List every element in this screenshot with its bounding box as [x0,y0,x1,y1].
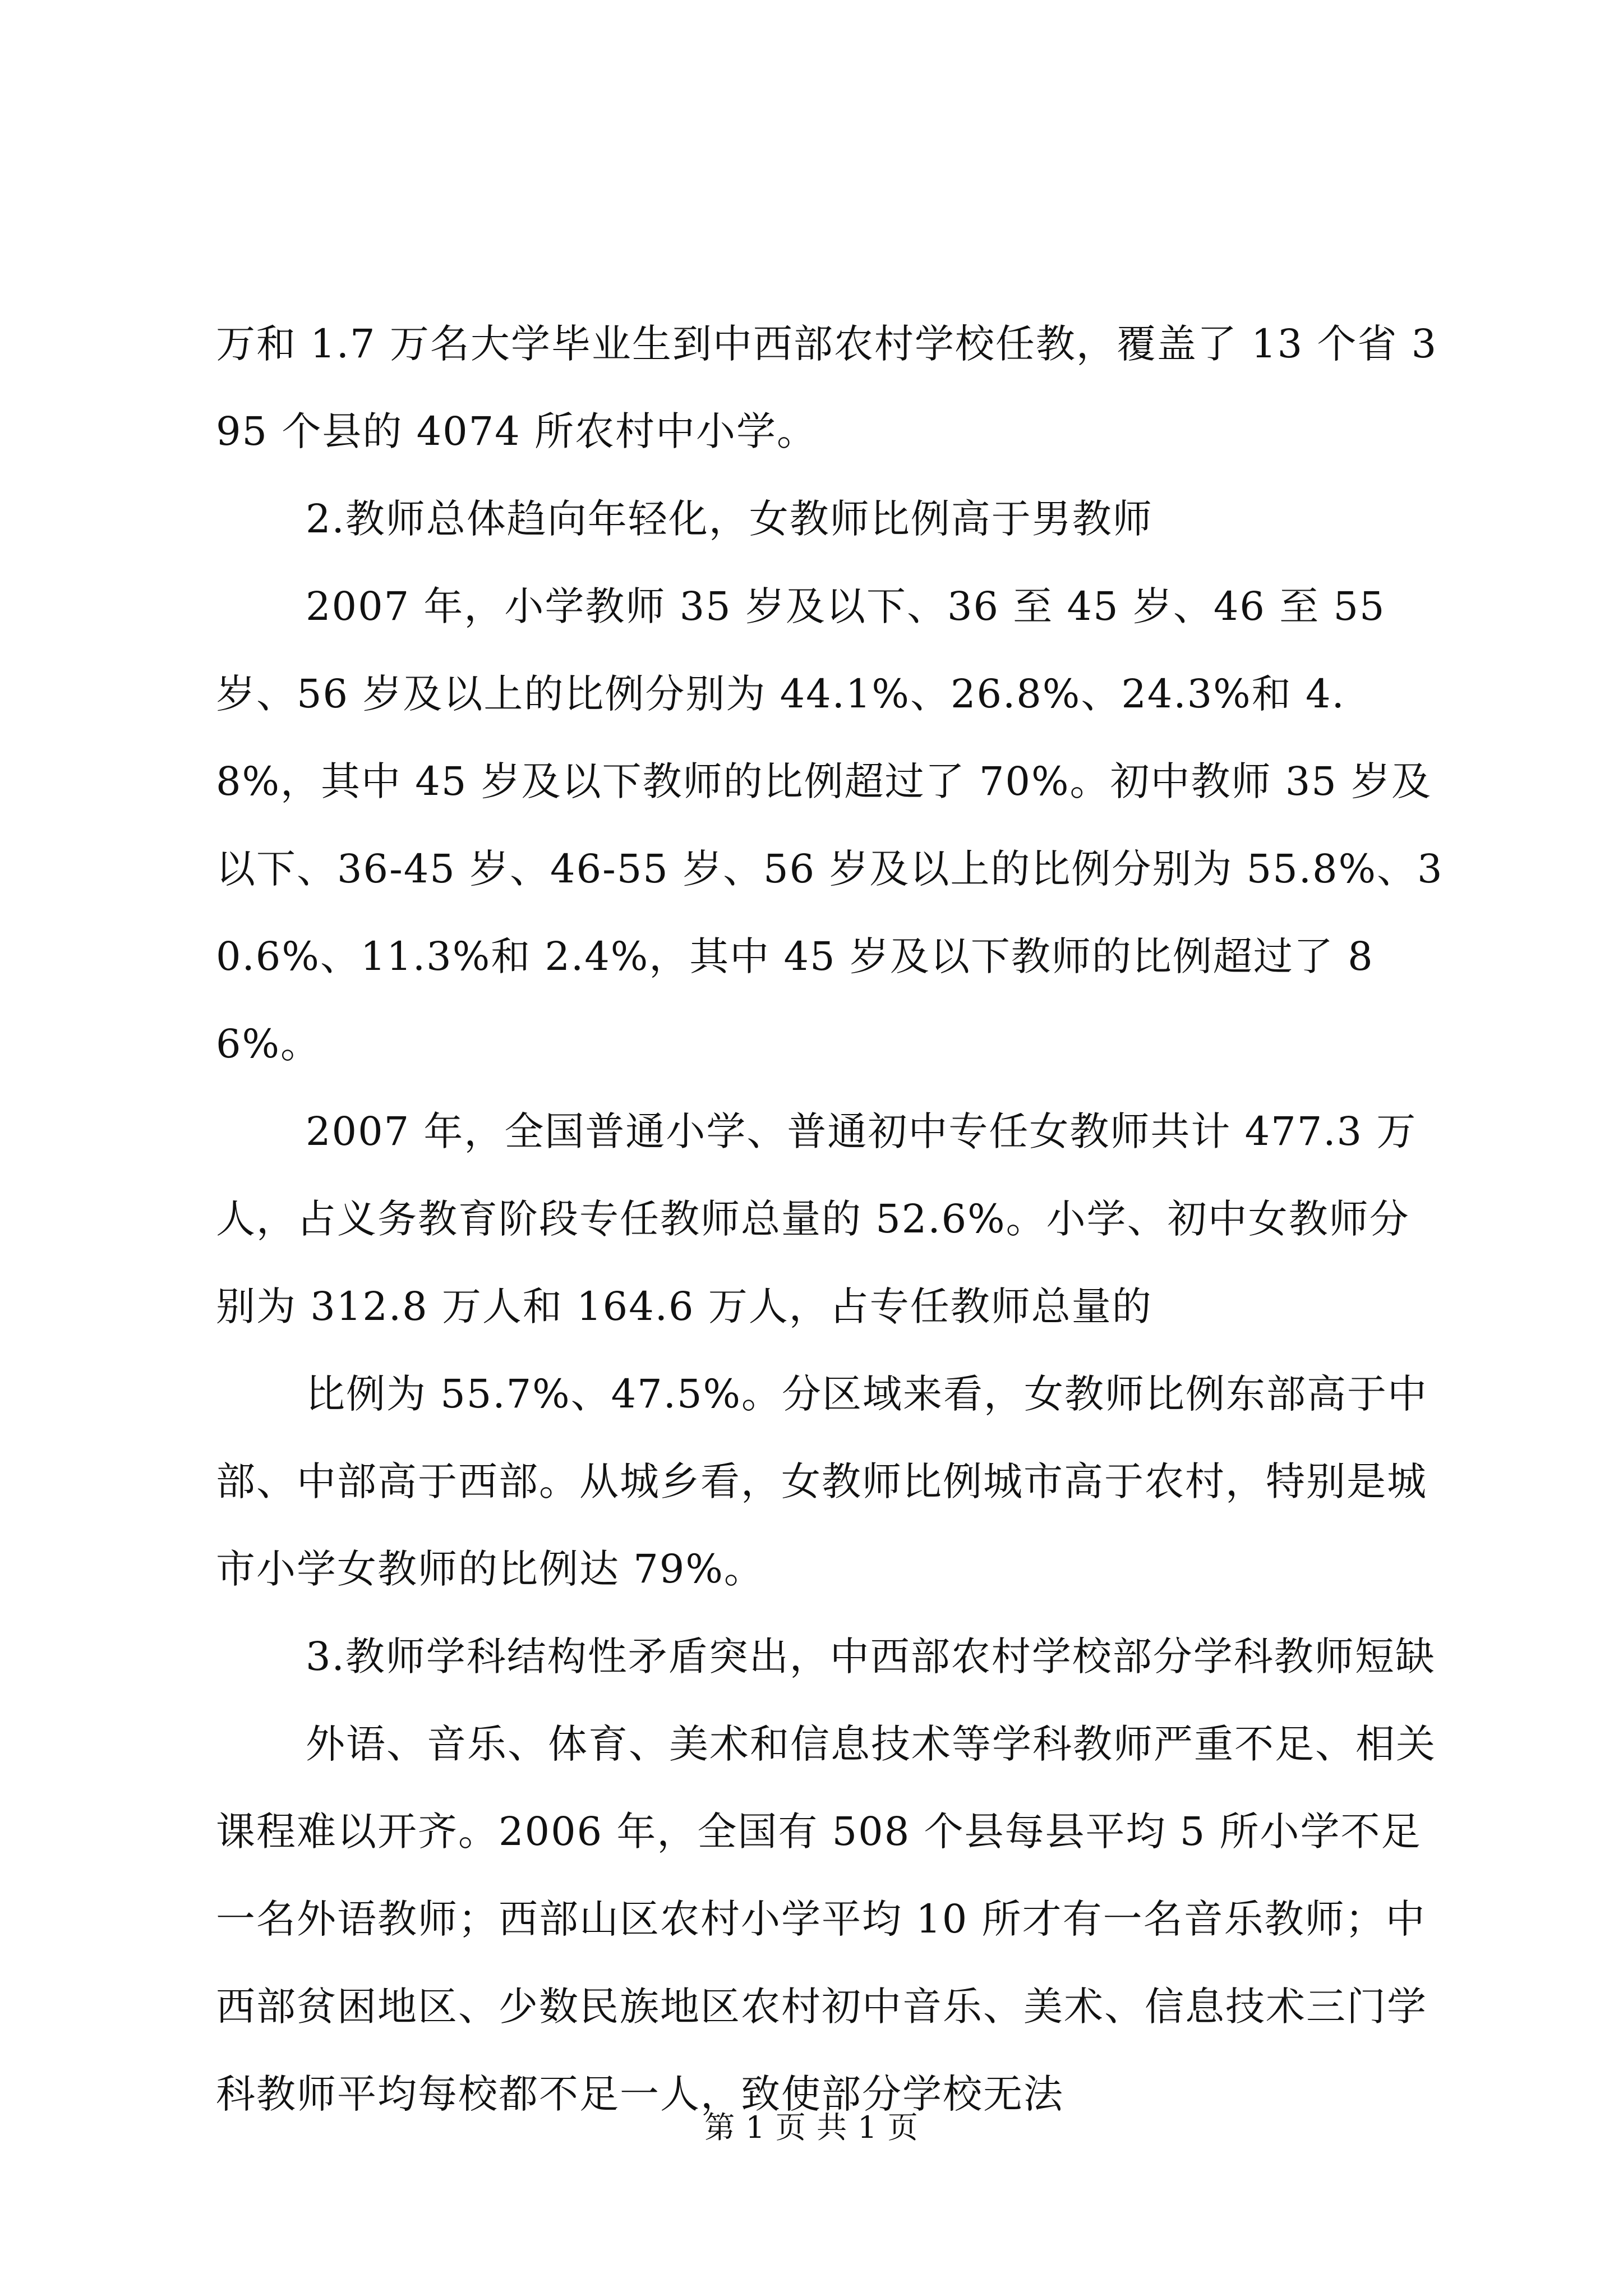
paragraph-7: 外语、音乐、体育、美术和信息技术等学科教师严重不足、相关课程难以开齐。2006 年，全国有 508 个县每县平均 5 所小学不足一名外语教师；西部山区农村小学平均 10 所才有一名音乐教师；中西部贫困地区、少数民族地区农村初中音乐、美术、信息技术三门学科教师平均每校都不足一人，致使部分学校无法 [216,1721,1436,2117]
paragraph-1: 万和 1.7 万名大学毕业生到中西部农村学校任教，覆盖了 13 个省 395 个县的 4074 所农村中小学。 [216,321,1438,454]
paragraph-5: 比例为 55.7%、47.5%。分区域来看，女教师比例东部高于中部、中部高于西部。从城乡看，女教师比例城市高于农村，特别是城市小学女教师的比例达 79%。 [216,1371,1428,1592]
document-body [216,300,1450,2138]
paragraph-2-heading: 2.教师总体趋向年轻化，女教师比例高于男教师 [306,496,1153,542]
paragraph-3: 2007 年，小学教师 35 岁及以下、36 至 45 岁、46 至 55 岁、56 岁及以上的比例分别为 44.1%、26.8%、24.3%和 4.8%，其中 45 岁及以下教师的比例超过了 70%。初中教师 35 岁及以下、36-45 岁、46-55 岁、56 岁及以上的比例分别为 55.8%、30.6%、11.3%和 2.4%，其中 45 岁及以下教师的比例超过了 86%。 [216,583,1444,1067]
paragraph-6-heading: 3.教师学科结构性矛盾突出，中西部农村学校部分学科教师短缺 [306,1634,1436,1680]
paragraph-4: 2007 年，全国普通小学、普通初中专任女教师共计 477.3 万人，占义务教育阶段专任教师总量的 52.6%。小学、初中女教师分别为 312.8 万人和 164.6 万人，占专任教师总量的 [216,1108,1417,1329]
page-footer: 第 1 页 共 1 页 [704,2110,919,2145]
